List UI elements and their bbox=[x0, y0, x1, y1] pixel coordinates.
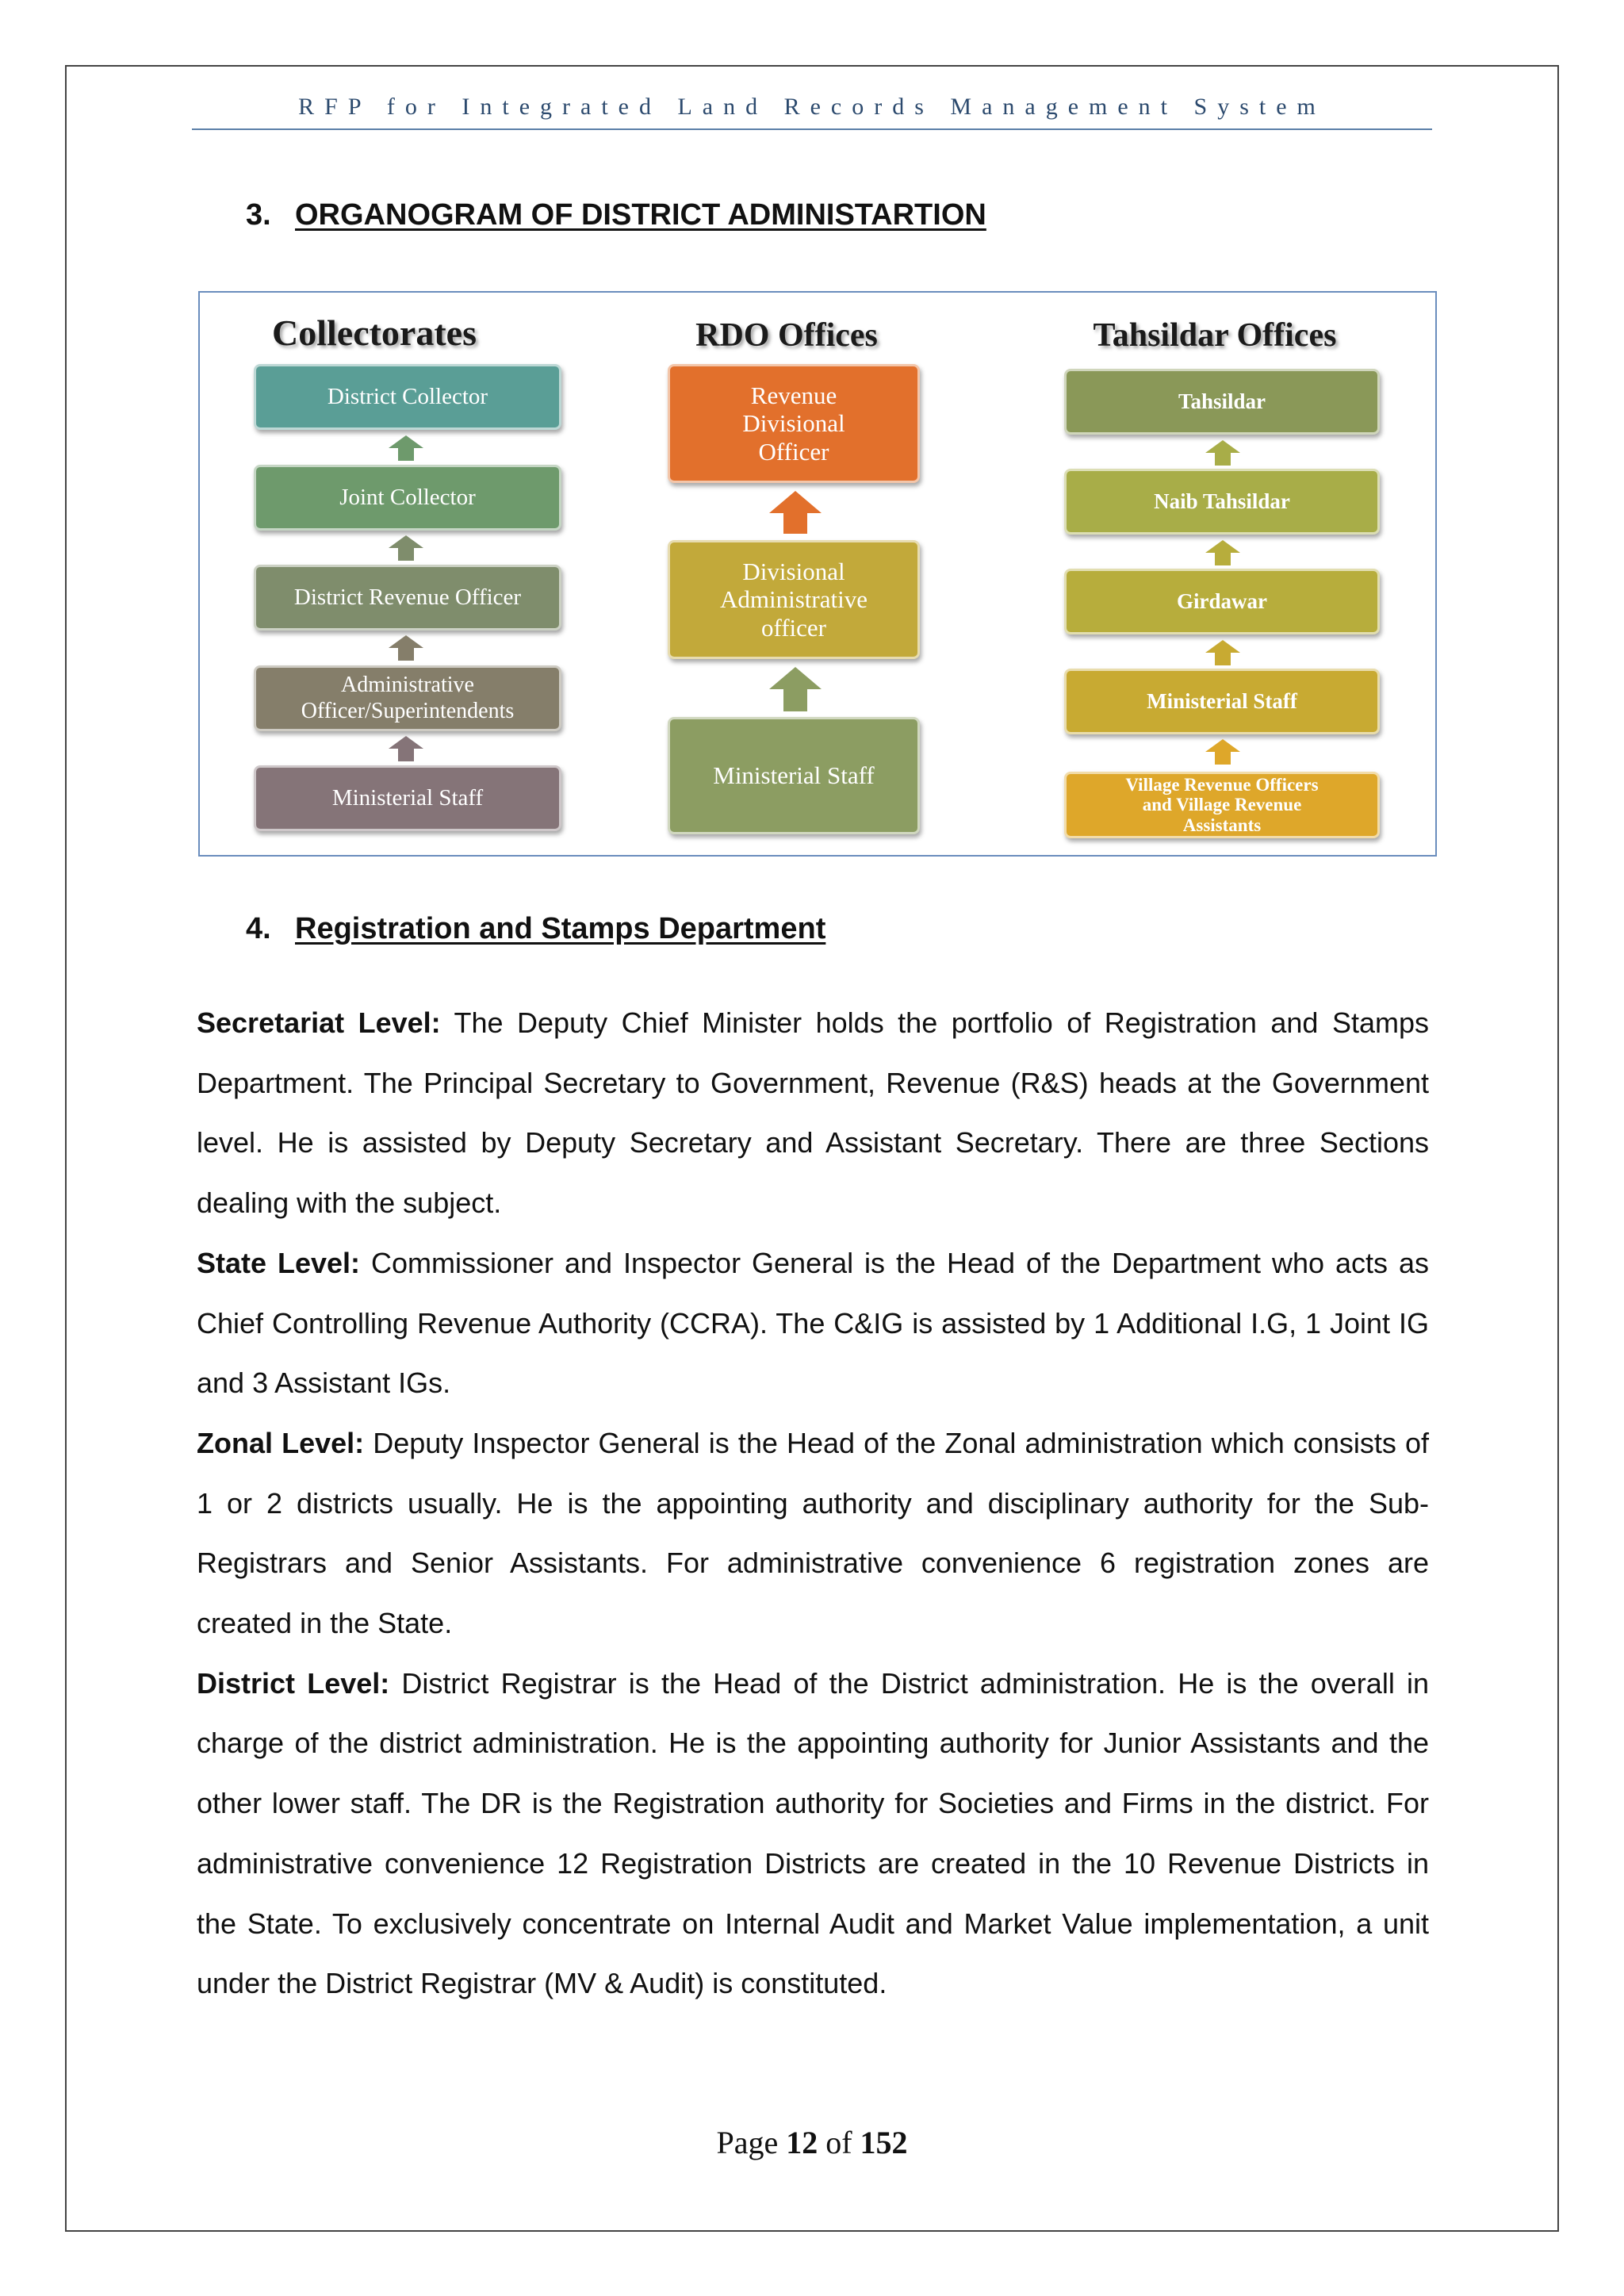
section-number: 4. bbox=[246, 912, 271, 945]
box-ministerial-staff-tahsildar: Ministerial Staff bbox=[1064, 669, 1380, 734]
box-ministerial-staff-collectorate: Ministerial Staff bbox=[254, 765, 561, 831]
paragraph-text: Commissioner and Inspector General is the Head of the Department who acts as Chief Controlling Revenue Authority (CCRA). The C&IG is assisted by 1 Additional I.G, 1 Joint IG and 3 Assistant IGs. bbox=[197, 1246, 1429, 1400]
box-joint-collector: Joint Collector bbox=[254, 465, 561, 531]
box-village-revenue-officers: Village Revenue Officers and Village Revenue Assistants bbox=[1064, 772, 1380, 838]
paragraph-lead: District Level: bbox=[197, 1666, 390, 1700]
paragraph-secretariat-level bbox=[197, 993, 1429, 1233]
box-district-revenue-officer: District Revenue Officer bbox=[254, 565, 561, 631]
collectorates-title: Collectorates bbox=[272, 312, 477, 353]
organogram-diagram bbox=[198, 291, 1437, 857]
rdo-offices-title: RDO Offices bbox=[695, 317, 878, 354]
paragraph-lead: Zonal Level: bbox=[197, 1426, 365, 1459]
header-rule bbox=[192, 128, 1432, 130]
box-girdawar: Girdawar bbox=[1064, 569, 1380, 634]
arrow-up-icon bbox=[1205, 540, 1240, 565]
paragraph-text: District Registrar is the Head of the District administration. He is the overall in charge of the district administration. He is the appointing authority for Junior Assistants and the other lower staff. The DR is the Registration authority for Societies and Firms in the district. For administrative convenience 12 Registration Districts are created in the 10 Revenue Districts in the State. To exclusively concentrate on Internal Audit and Market Value implementation, a unit under the District Registrar (MV & Audit) is constituted. bbox=[197, 1666, 1430, 2000]
arrow-up-icon bbox=[769, 667, 822, 711]
paragraph-state-level bbox=[197, 1233, 1429, 1413]
arrow-up-icon bbox=[389, 635, 423, 661]
paragraph-zonal-level bbox=[197, 1413, 1429, 1654]
section-number: 3. bbox=[246, 198, 271, 232]
box-revenue-divisional-officer: Revenue Divisional Officer bbox=[668, 364, 920, 483]
paragraph-lead: State Level: bbox=[197, 1246, 361, 1279]
box-divisional-administrative-officer: Divisional Administrative officer bbox=[668, 540, 920, 659]
paragraph-lead: Secretariat Level: bbox=[197, 1006, 441, 1039]
section-title: ORGANOGRAM OF DISTRICT ADMINISTARTION bbox=[295, 198, 986, 232]
arrow-up-icon bbox=[389, 736, 423, 761]
body-text bbox=[197, 993, 1429, 2014]
box-tahsildar: Tahsildar bbox=[1064, 369, 1380, 435]
tahsildar-offices-title: Tahsildar Offices bbox=[1093, 317, 1337, 354]
box-district-collector: District Collector bbox=[254, 364, 561, 430]
running-header: RFP for Integrated Land Records Management System bbox=[298, 94, 1326, 120]
arrow-up-icon bbox=[769, 491, 822, 534]
paragraph-district-level bbox=[197, 1654, 1429, 2014]
paragraph-text: Deputy Inspector General is the Head of the Zonal administration which consists of 1 or 2 districts usually. He is the appointing authority and disciplinary authority for the Sub-Registrars and Senior Assistants. For administrative convenience 6 registration zones are created in the State. bbox=[197, 1426, 1429, 1640]
arrow-up-icon bbox=[1205, 440, 1240, 466]
section-heading-registration bbox=[246, 912, 825, 946]
paragraph-text: The Deputy Chief Minister holds the portfolio of Registration and Stamps Department. The Principal Secretary to Government, Revenue (R&S) heads at the Government level. He is assisted by Deputy Secretary and Assistant Secretary. There are three Sections dealing with the subject. bbox=[197, 1006, 1429, 1220]
arrow-up-icon bbox=[1205, 640, 1240, 665]
arrow-up-icon bbox=[389, 535, 423, 561]
page-number: Page 12 of 152 bbox=[716, 2125, 908, 2160]
arrow-up-icon bbox=[1205, 739, 1240, 765]
section-heading-organogram bbox=[246, 198, 986, 232]
box-naib-tahsildar: Naib Tahsildar bbox=[1064, 469, 1380, 535]
box-administrative-officer: Administrative Officer/Superintendents bbox=[254, 665, 561, 731]
section-title: Registration and Stamps Department bbox=[295, 912, 826, 945]
arrow-up-icon bbox=[389, 435, 423, 461]
box-ministerial-staff-rdo: Ministerial Staff bbox=[668, 717, 920, 834]
